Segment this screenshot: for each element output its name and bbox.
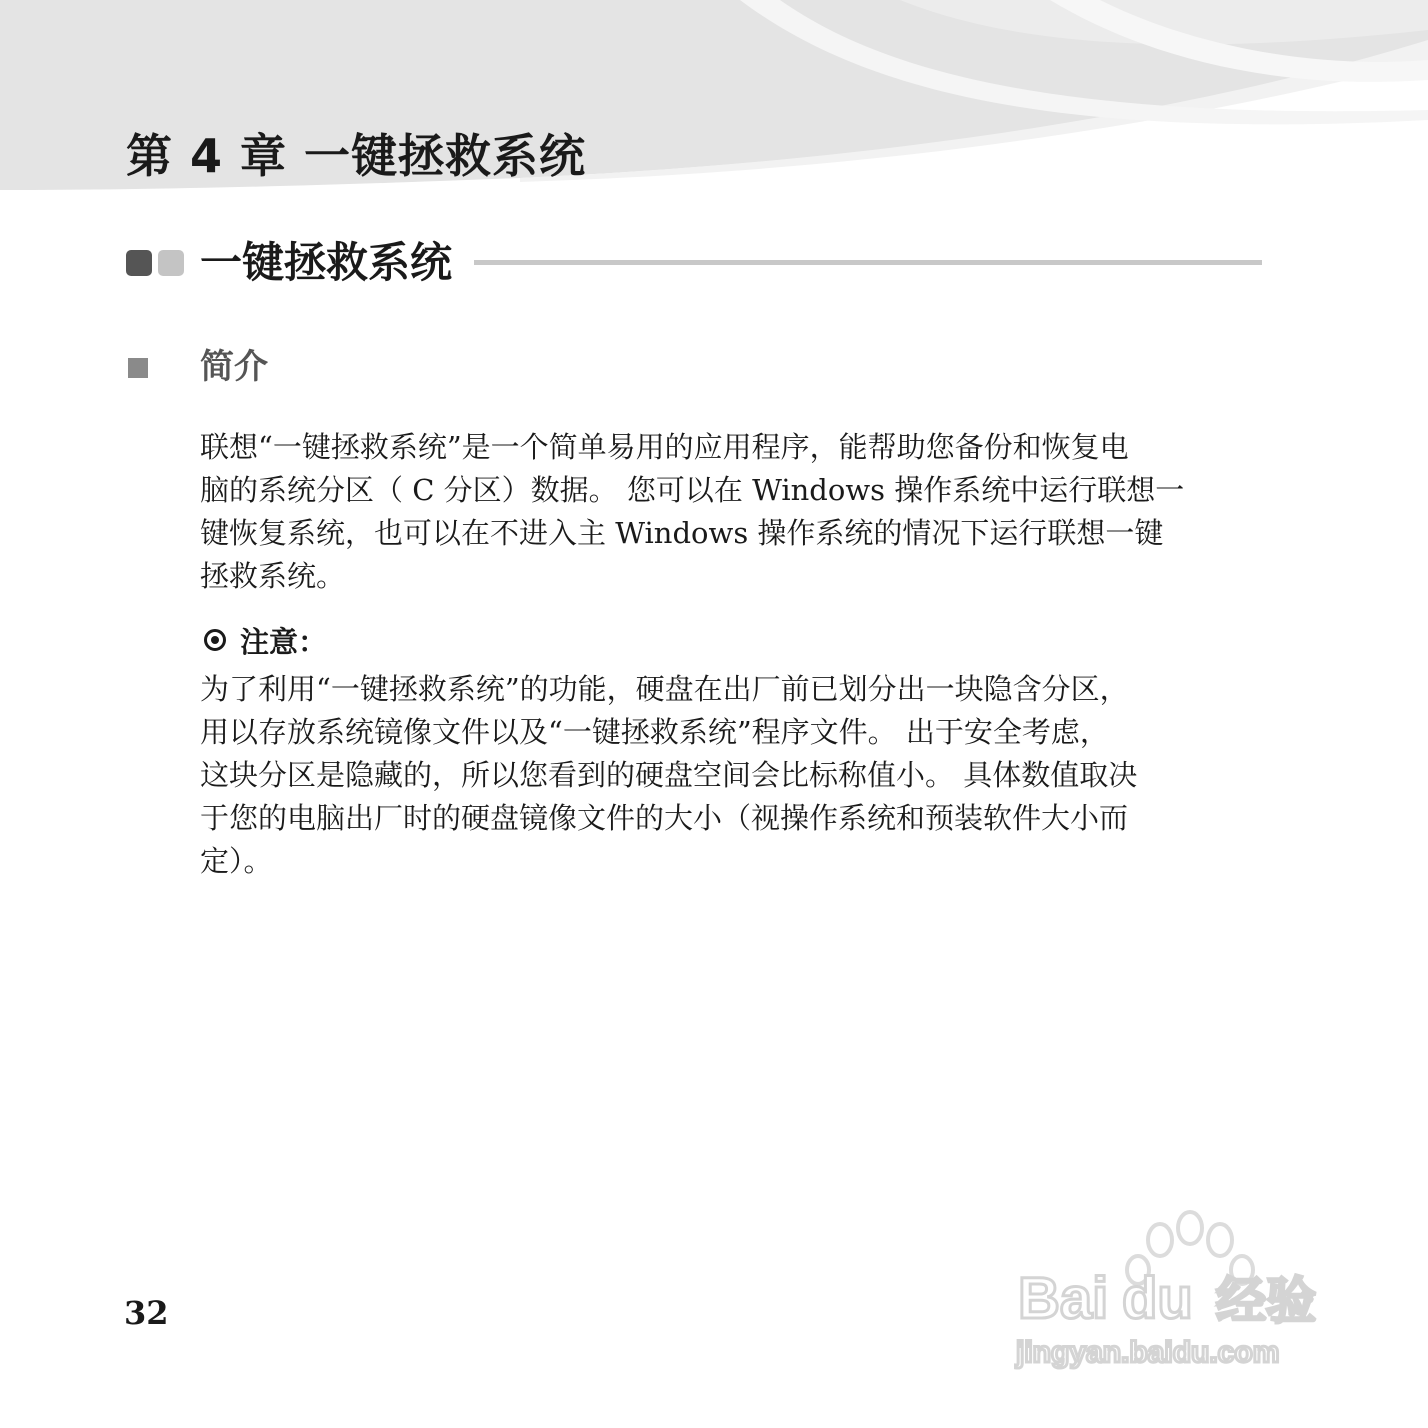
paragraph-line: 用以存放系统镜像文件以及“一键拯救系统”程序文件。 出于安全考虑， xyxy=(200,715,1109,749)
section-title: 一键拯救系统 xyxy=(200,238,453,287)
baidu-watermark-logo xyxy=(1010,1210,1350,1380)
section-marker-dark xyxy=(126,250,152,276)
paragraph-line: 键恢复系统，也可以在不进入主 Windows 操作系统的情况下运行联想一键 xyxy=(200,516,1164,550)
paragraph-line: 为了利用“一键拯救系统”的功能，硬盘在出厂前已划分出一块隐含分区， xyxy=(200,672,1129,706)
svg-text:jingyan.baidu.com: jingyan.baidu.com xyxy=(1016,1336,1280,1369)
svg-text:du: du xyxy=(1122,1266,1193,1331)
chapter-title: 第 4 章 一键拯救系统 xyxy=(126,129,587,183)
square-bullet-icon xyxy=(128,358,148,378)
circled-dot-icon xyxy=(204,629,226,651)
paragraph-line: 这块分区是隐藏的，所以您看到的硬盘空间会比标称值小。 具体数值取决 xyxy=(200,758,1138,792)
paragraph-line: 定）。 xyxy=(200,844,273,878)
section-marker-light xyxy=(158,250,184,276)
paragraph-line: 脑的系统分区（ C 分区）数据。 您可以在 Windows 操作系统中运行联想一 xyxy=(200,473,1185,507)
paragraph-line: 拯救系统。 xyxy=(200,559,346,593)
note-label: 注意： xyxy=(240,624,328,659)
svg-text:经验: 经验 xyxy=(1216,1272,1316,1330)
page-number: 32 xyxy=(124,1294,169,1332)
section-divider xyxy=(474,260,1262,265)
intro-paragraph xyxy=(200,426,1260,598)
note-heading xyxy=(204,620,327,660)
svg-text:Bai: Bai xyxy=(1018,1266,1109,1331)
paragraph-line: 于您的电脑出厂时的硬盘镜像文件的大小（视操作系统和预装软件大小而 xyxy=(200,801,1129,835)
paragraph-line: 联想“一键拯救系统”是一个简单易用的应用程序，能帮助您备份和恢复电 xyxy=(200,430,1129,464)
section-heading xyxy=(126,236,1262,290)
note-paragraph xyxy=(200,668,1260,883)
subsection-title: 简介 xyxy=(200,347,268,387)
